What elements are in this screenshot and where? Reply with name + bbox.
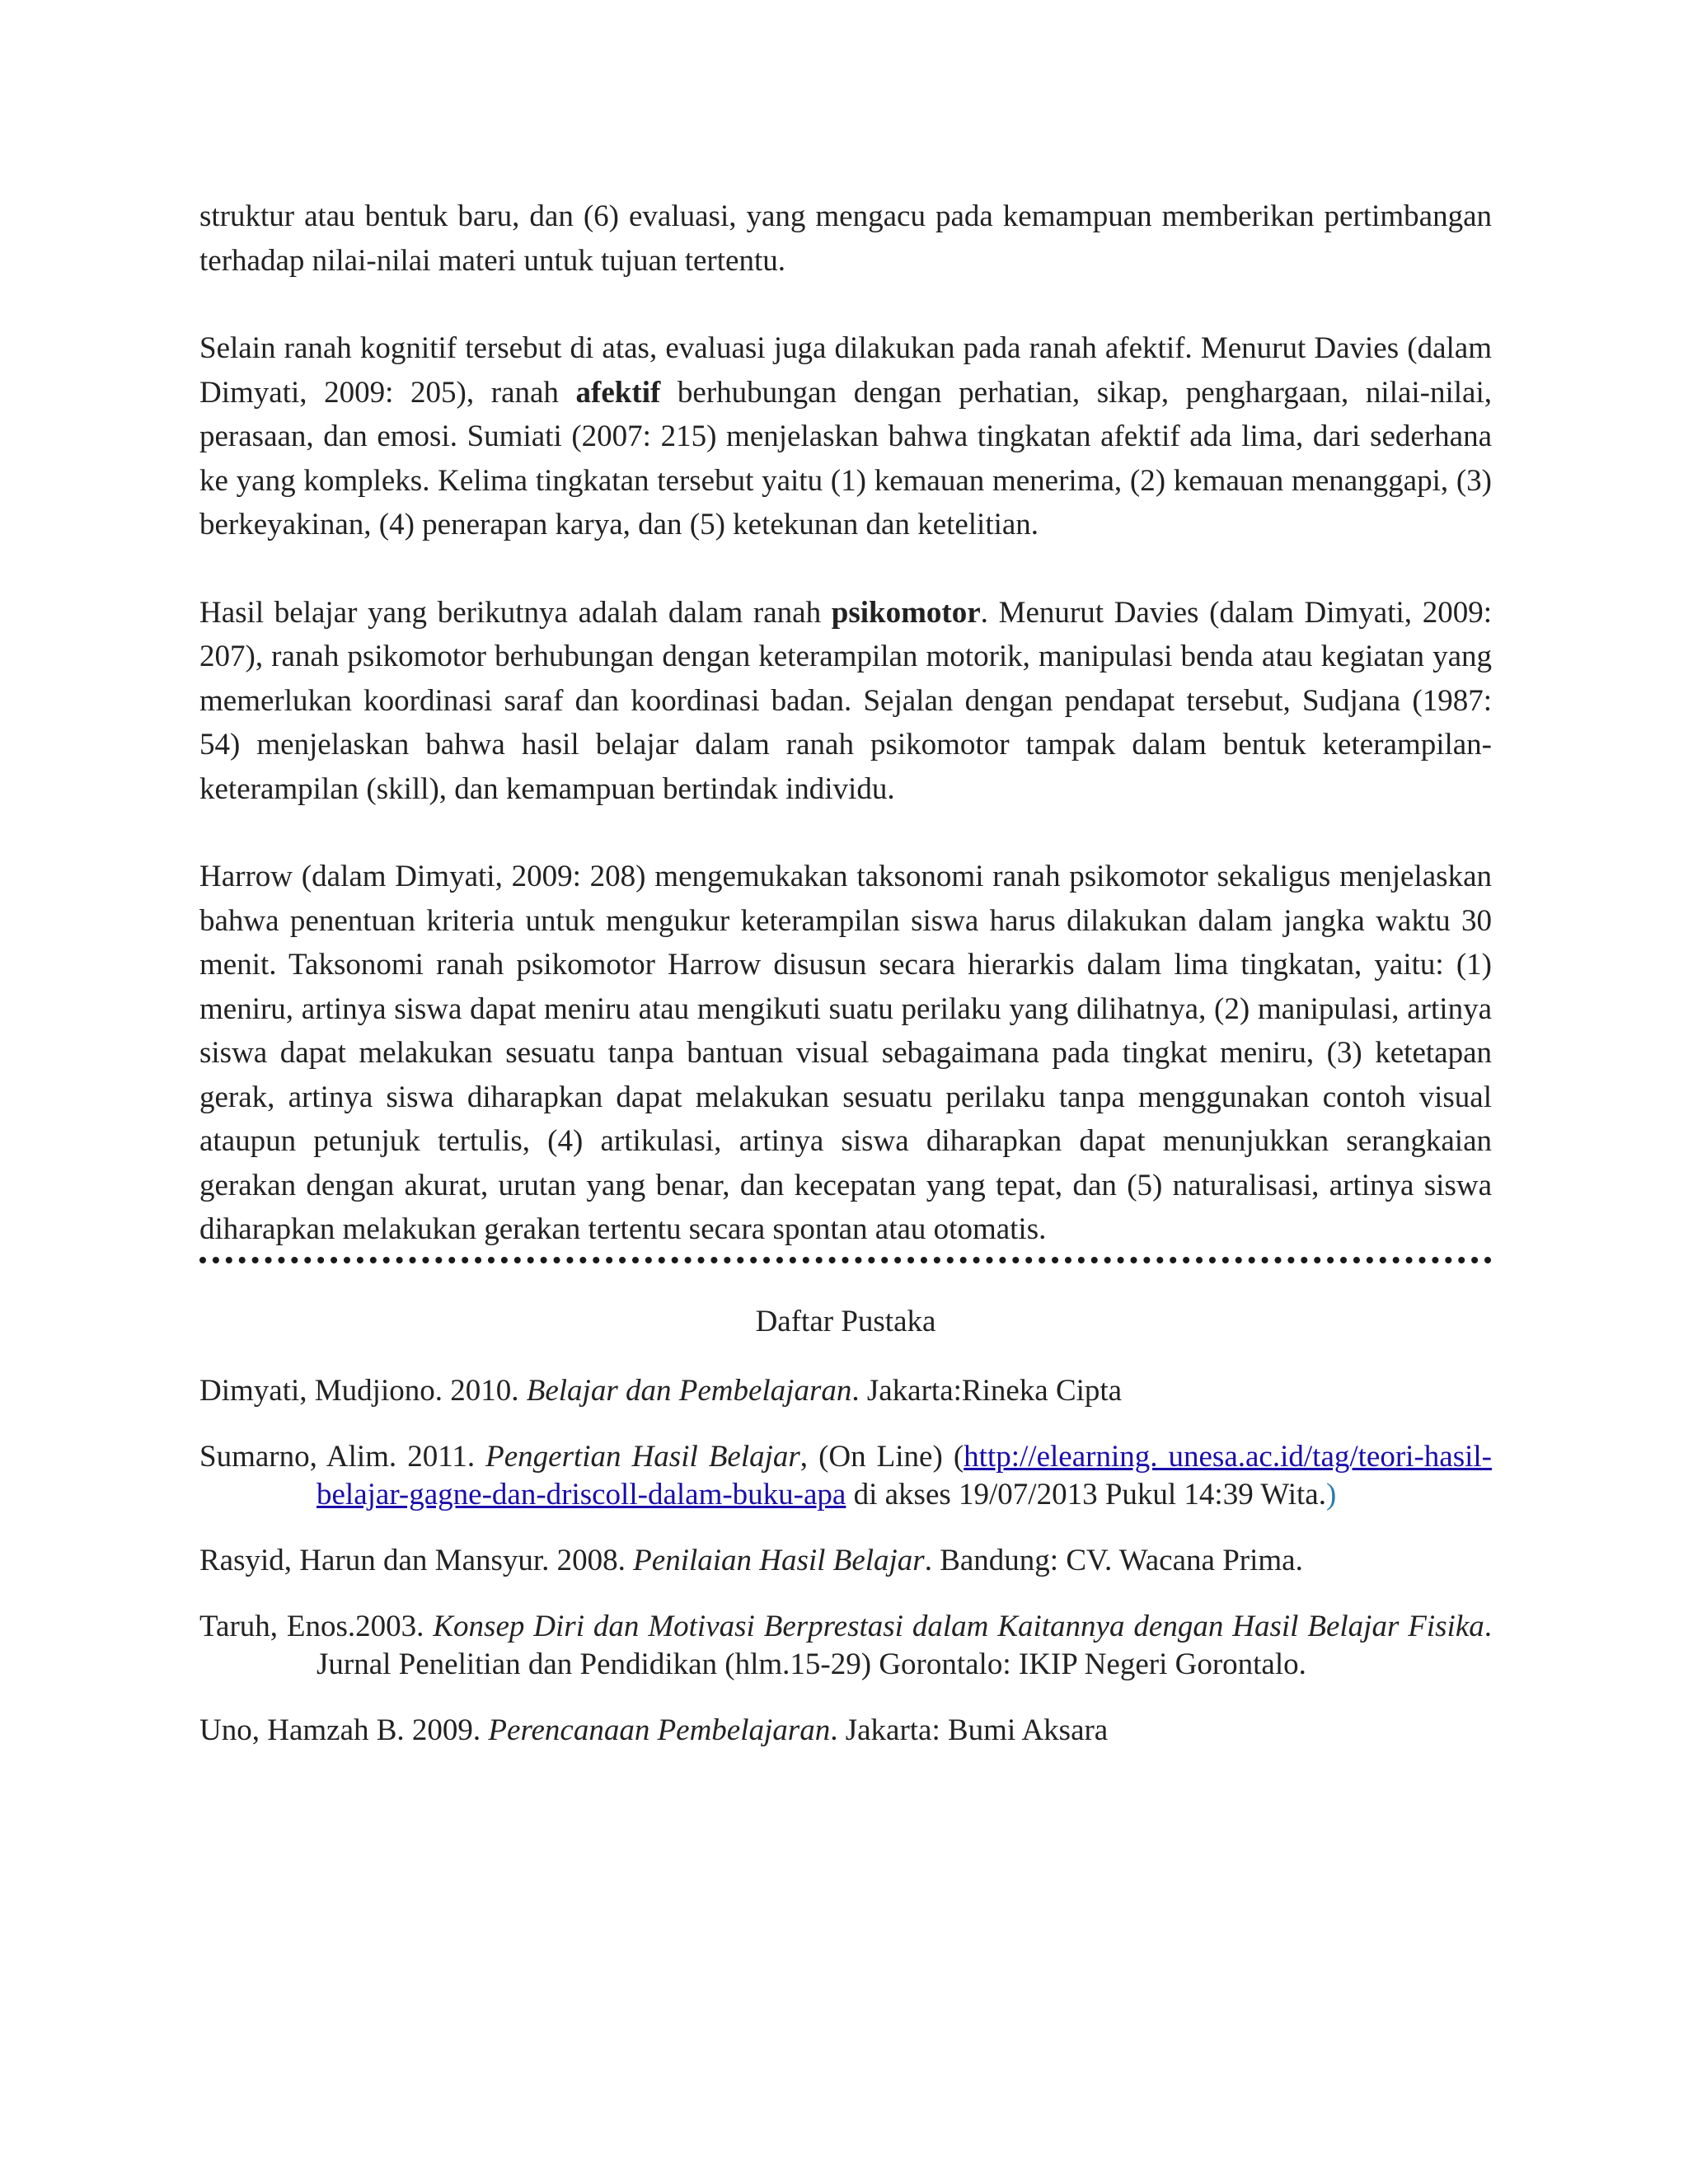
reference-title: Perencanaan Pembelajaran	[488, 1713, 831, 1747]
body-paragraph-harrow	[199, 855, 1492, 1252]
body-paragraph-psychomotor	[199, 591, 1492, 812]
reference-author-year: Uno, Hamzah B. 2009.	[199, 1713, 489, 1747]
paragraph-text: struktur atau bentuk baru, dan (6) evaluasi, yang mengacu pada kemampuan memberikan pertimbangan terhadap nilai-nilai materi untuk tujuan tertentu.	[199, 199, 1492, 278]
reference-title: Konsep Diri dan Motivasi Berprestasi dalam Kaitannya dengan Hasil Belajar Fisika	[433, 1609, 1484, 1643]
reference-close-paren: )	[1325, 1477, 1337, 1511]
reference-entry	[199, 1608, 1492, 1684]
paragraph-text: berhubungan dengan perhatian, sikap, penghargaan, nilai-nilai, perasaan, dan emosi. Sumiati (2007: 215) menjelaskan bahwa tingkatan afektif ada lima, dari sederhana ke yang kompleks. Kelima tingkatan tersebut yaitu (1) kemauan menerima, (2) kemauan menanggapi, (3) berkeyakinan, (4) penerapan karya, dan (5) ketekunan dan ketelitian.	[199, 375, 1493, 541]
reference-publisher: . Jakarta:Rineka Cipta	[851, 1373, 1123, 1408]
bibliography-title: Daftar Pustaka	[755, 1304, 936, 1338]
paragraph-text: Selain ranah kognitif tersebut di atas, evaluasi juga dilakukan pada ranah afektif. Menurut Davies (dalam Dimyati, 2009: 205), ranah	[199, 331, 1492, 410]
reference-access-date: di akses 19/07/2013 Pukul 14:39 Wita.	[846, 1477, 1326, 1511]
reference-author-year: Rasyid, Harun dan Mansyur. 2008.	[199, 1543, 634, 1577]
document-page	[199, 194, 1492, 1778]
reference-title: Belajar dan Pembelajaran	[526, 1373, 852, 1408]
bold-term-afektif: afektif	[575, 375, 661, 410]
reference-author-year: Taruh, Enos.2003.	[199, 1609, 434, 1643]
reference-publisher: . Jakarta: Bumi Aksara	[830, 1713, 1109, 1747]
paragraph-text: Hasil belajar yang berikutnya adalah dalam ranah	[199, 595, 832, 630]
reference-title: Penilaian Hasil Belajar	[633, 1543, 925, 1577]
reference-entry	[199, 1712, 1492, 1750]
paragraph-text: Harrow (dalam Dimyati, 2009: 208) mengemukakan taksonomi ranah psikomotor sekaligus menjelaskan bahwa penentuan kriteria untuk mengukur keterampilan siswa harus dilakukan dalam jangka waktu 30 menit. Taksonomi ranah psikomotor Harrow disusun secara hierarkis dalam lima tingkatan, yaitu: (1) meniru, artinya siswa dapat meniru atau mengikuti suatu perilaku yang dilihatnya, (2) manipulasi, artinya siswa dapat melakukan sesuatu tanpa bantuan visual sebagaimana pada tingkat meniru, (3) ketetapan gerak, artinya siswa diharapkan dapat melakukan sesuatu perilaku tanpa menggunakan contoh visual ataupun petunjuk tertulis, (4) artikulasi, artinya siswa diharapkan dapat menunjukkan serangkaian gerakan dengan akurat, urutan yang benar, dan kecepatan yang tepat, dan (5) naturalisasi, artinya siswa diharapkan melakukan gerakan tertentu secara spontan atau otomatis.	[199, 860, 1492, 1246]
dotted-divider	[199, 1257, 1492, 1263]
reference-title: Pengertian Hasil Belajar	[485, 1439, 800, 1474]
reference-publisher: . Bandung: CV. Wacana Prima.	[924, 1543, 1303, 1577]
paragraph-text: . Menurut Davies (dalam Dimyati, 2009: 207), ranah psikomotor berhubungan dengan keterampilan motorik, manipulasi benda atau kegiatan yang memerlukan koordinasi saraf dan koordinasi badan. Sejalan dengan pendapat tersebut, Sudjana (1987: 54) menjelaskan bahwa hasil belajar dalam ranah psikomotor tampak dalam bentuk keterampilan-keterampilan (skill), dan kemampuan bertindak individu.	[199, 595, 1492, 806]
body-paragraph-cognitive-end	[199, 194, 1492, 283]
reference-author-year: Dimyati, Mudjiono. 2010.	[199, 1373, 527, 1408]
bold-term-psikomotor: psikomotor	[831, 595, 981, 630]
reference-publisher: . Jurnal Penelitian dan Pendidikan (hlm.15-29) Gorontalo: IKIP Negeri Gorontalo.	[316, 1609, 1492, 1681]
reference-entry	[199, 1372, 1492, 1410]
reference-link[interactable]: http://elearning. unesa.ac.id/tag/teori-hasil-belajar-gagne-dan-driscoll-dalam-buku-apa	[316, 1439, 1492, 1511]
reference-author-year: Sumarno, Alim. 2011.	[199, 1439, 486, 1474]
reference-source: , (On Line) (	[799, 1439, 964, 1474]
reference-entry	[199, 1438, 1492, 1514]
body-paragraph-affective	[199, 326, 1492, 547]
reference-entry	[199, 1542, 1492, 1580]
